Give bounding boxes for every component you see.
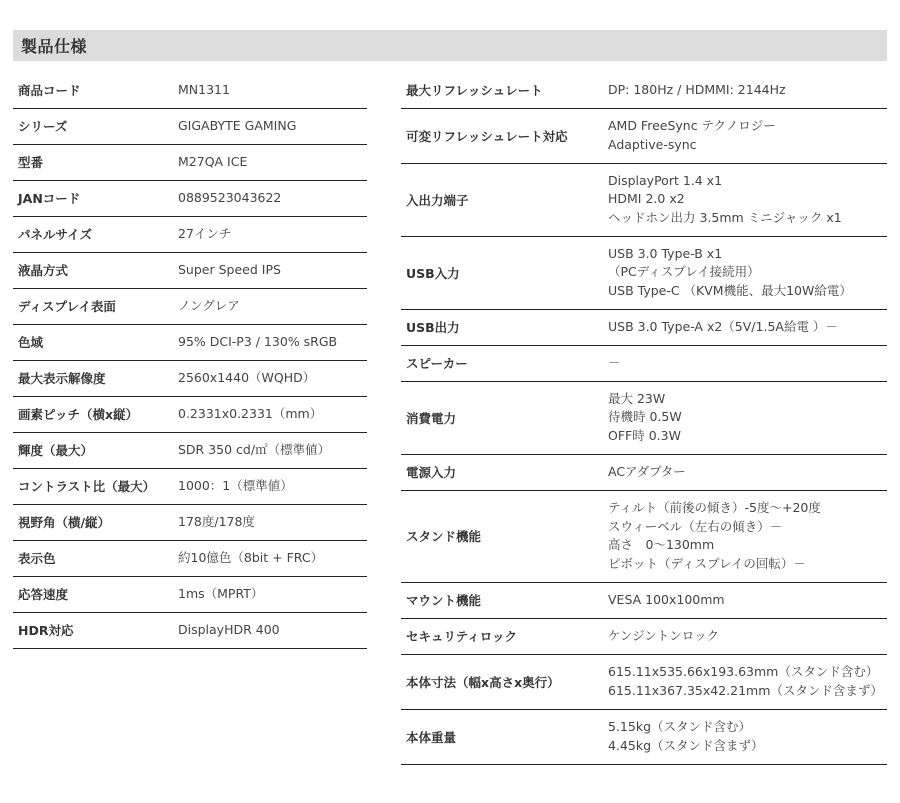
spec-label: 最大リフレッシュレート xyxy=(406,82,543,98)
spec-row-panel-type xyxy=(13,252,367,288)
spec-value xyxy=(178,216,367,252)
spec-row-brightness xyxy=(13,432,367,468)
spec-table-left xyxy=(13,72,367,649)
value-line: 0.2331x0.2331（mm） xyxy=(178,405,323,421)
spec-row-pixel-pitch xyxy=(13,396,367,432)
spec-row-series xyxy=(13,108,367,144)
spec-row-display-colors xyxy=(13,540,367,576)
spec-row-response-time xyxy=(13,576,367,612)
spec-value xyxy=(608,345,887,381)
value-line: 95% DCI-P3 / 130% sRGB xyxy=(178,333,338,349)
spec-value xyxy=(178,324,367,360)
value-line: VESA 100x100mm xyxy=(608,591,725,607)
value-line: 27インチ xyxy=(178,225,232,241)
spec-label: JANコード xyxy=(18,191,81,206)
value-line: USB Type-C （KVM機能、最大10W給電） xyxy=(608,282,852,298)
spec-label: USB入力 xyxy=(406,265,460,281)
value-line: 1ms（MPRT） xyxy=(178,585,264,601)
value-line: 約10億色（8bit + FRC） xyxy=(178,549,324,565)
spec-value xyxy=(608,709,887,764)
spec-label: パネルサイズ xyxy=(18,227,93,242)
value-line: 最大 23W xyxy=(608,390,666,406)
spec-row-power-input xyxy=(401,454,887,490)
spec-label: HDR対応 xyxy=(18,623,74,638)
spec-value xyxy=(178,540,367,576)
spec-label: セキュリティロック xyxy=(406,629,518,644)
value-line: スウィーベル（左右の傾き）－ xyxy=(608,518,783,534)
spec-row-speaker xyxy=(401,345,887,381)
spec-label: マウント機能 xyxy=(406,593,482,608)
spec-value xyxy=(178,144,367,180)
spec-row-max-refresh-rate xyxy=(401,72,887,108)
spec-label: 消費電力 xyxy=(406,410,457,426)
spec-value xyxy=(608,72,887,108)
spec-value xyxy=(178,360,367,396)
spec-value xyxy=(178,180,367,216)
spec-value xyxy=(178,468,367,504)
spec-row-panel-size xyxy=(13,216,367,252)
spec-label: 表示色 xyxy=(18,551,56,566)
value-line: GIGABYTE GAMING xyxy=(178,117,297,133)
section-header xyxy=(13,30,887,61)
spec-value xyxy=(608,381,887,454)
spec-value xyxy=(608,654,887,709)
spec-label: ディスプレイ表面 xyxy=(18,299,116,314)
value-line: USB 3.0 Type-A x2（5V/1.5A給電 ）－ xyxy=(608,318,838,334)
spec-label: 入出力端子 xyxy=(406,192,469,208)
spec-row-hdr xyxy=(13,612,367,648)
spec-row-viewing-angle xyxy=(13,504,367,540)
spec-row-mount xyxy=(401,582,887,618)
spec-row-model xyxy=(13,144,367,180)
value-line: SDR 350 cd/㎡（標準値） xyxy=(178,441,331,457)
spec-value xyxy=(178,612,367,648)
value-line: ケンジントンロック xyxy=(608,627,720,643)
spec-label: 画素ピッチ（横x縦） xyxy=(18,407,139,422)
value-line: ヘッドホン出力 3.5mm ミニジャック x1 xyxy=(608,209,842,225)
spec-value xyxy=(178,288,367,324)
spec-label: 電源入力 xyxy=(406,465,457,480)
spec-value xyxy=(178,72,367,108)
spec-value xyxy=(608,309,887,345)
spec-row-power-consumption xyxy=(401,381,887,454)
value-line: ティルト（前後の傾き）-5度～+20度 xyxy=(608,500,821,515)
spec-row-io-ports xyxy=(401,163,887,236)
value-line: ACアダプター xyxy=(608,463,686,479)
spec-value xyxy=(608,108,887,163)
value-line: DisplayPort 1.4 x1 xyxy=(608,172,723,188)
spec-value xyxy=(608,163,887,236)
spec-label: 本体重量 xyxy=(406,729,457,745)
value-line: MN1311 xyxy=(178,81,230,97)
section-title: 製品仕様 xyxy=(21,37,88,56)
value-line: － xyxy=(608,354,621,370)
value-line: Adaptive-sync xyxy=(608,136,697,152)
spec-row-display-surface xyxy=(13,288,367,324)
spec-label: USB出力 xyxy=(406,320,460,335)
spec-label: スピーカー xyxy=(406,356,468,371)
spec-row-contrast xyxy=(13,468,367,504)
value-line: 待機時 0.5W xyxy=(608,409,682,425)
spec-value xyxy=(608,490,887,582)
spec-label: 液晶方式 xyxy=(18,263,69,278)
spec-value xyxy=(608,618,887,654)
spec-row-product-code xyxy=(13,72,367,108)
spec-row-variable-refresh xyxy=(401,108,887,163)
spec-row-usb-output xyxy=(401,309,887,345)
spec-row-usb-input xyxy=(401,236,887,309)
value-line: 0889523043622 xyxy=(178,189,282,205)
spec-row-dimensions xyxy=(401,654,887,709)
spec-row-jan-code xyxy=(13,180,367,216)
spec-label: 最大表示解像度 xyxy=(18,371,106,386)
spec-row-weight xyxy=(401,709,887,764)
value-line: HDMI 2.0 x2 xyxy=(608,191,685,207)
spec-value xyxy=(178,504,367,540)
value-line: ピボット（ディスプレイの回転）－ xyxy=(608,555,806,571)
spec-label: 輝度（最大） xyxy=(18,443,94,458)
spec-value xyxy=(608,454,887,490)
spec-value xyxy=(178,576,367,612)
spec-value xyxy=(608,236,887,309)
spec-row-security-lock xyxy=(401,618,887,654)
value-line: 615.11x535.66x193.63mm（スタンド含む） xyxy=(608,664,879,679)
spec-label: 可変リフレッシュレート対応 xyxy=(406,128,568,144)
value-line: 4.45kg（スタンド含まず） xyxy=(608,737,764,753)
value-line: M27QA ICE xyxy=(178,153,248,169)
spec-value xyxy=(178,396,367,432)
value-line: 5.15kg（スタンド含む） xyxy=(608,719,752,734)
spec-label: スタンド機能 xyxy=(406,529,482,544)
spec-row-stand xyxy=(401,490,887,582)
value-line: USB 3.0 Type-B x1 xyxy=(608,245,723,261)
spec-label: コントラスト比（最大） xyxy=(18,479,156,494)
value-line: Super Speed IPS xyxy=(178,261,281,277)
spec-row-max-resolution xyxy=(13,360,367,396)
spec-value xyxy=(608,582,887,618)
spec-value xyxy=(178,432,367,468)
spec-label: シリーズ xyxy=(18,119,68,134)
spec-label: 視野角（横/縦） xyxy=(18,515,111,530)
value-line: 178度/178度 xyxy=(178,513,255,529)
value-line: OFF時 0.3W xyxy=(608,427,681,443)
spec-label: 色域 xyxy=(18,335,44,350)
value-line: 615.11x367.35x42.21mm（スタンド含まず） xyxy=(608,682,883,698)
value-line: ノングレア xyxy=(178,297,240,313)
spec-label: 型番 xyxy=(18,155,44,170)
spec-label: 商品コード xyxy=(18,82,81,98)
value-line: 2560x1440（WQHD） xyxy=(178,369,316,385)
spec-label: 本体寸法（幅x高さx奥行） xyxy=(406,674,560,690)
spec-value xyxy=(178,252,367,288)
value-line: DisplayHDR 400 xyxy=(178,621,280,637)
spec-table-right xyxy=(401,72,887,765)
spec-row-color-gamut xyxy=(13,324,367,360)
spec-label: 応答速度 xyxy=(18,587,69,602)
value-line: 高さ 0～130mm xyxy=(608,537,715,552)
value-line: DP: 180Hz / HDMMI: 2144Hz xyxy=(608,81,786,97)
spec-value xyxy=(178,108,367,144)
value-line: 1000：1（標準値） xyxy=(178,477,293,493)
value-line: （PCディスプレイ接続用） xyxy=(608,264,760,280)
value-line: AMD FreeSync テクノロジー xyxy=(608,118,776,133)
